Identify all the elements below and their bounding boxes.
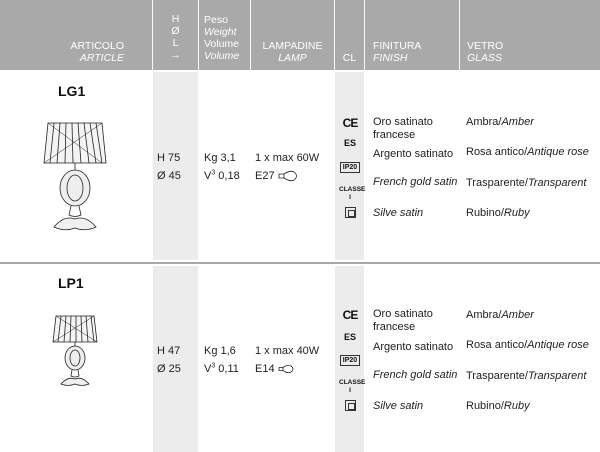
finish-item: Argento satinato — [373, 341, 454, 353]
table-header — [0, 0, 600, 70]
header-class: CL — [342, 52, 357, 64]
lamp-quantity: 1 x max 60W — [255, 152, 320, 164]
header-articolo: ARTICOLO ARTICLE — [70, 40, 124, 64]
weight-value: Kg 1,6 — [204, 345, 236, 357]
light-bulb-icon — [278, 363, 296, 375]
volume-value: $V^3$ 0,18 — [204, 169, 240, 182]
height-value: H 75 — [157, 152, 181, 164]
classe-label: CLASSE I — [339, 186, 366, 201]
header-finish: FINITURA FINISH — [373, 40, 422, 64]
header-glass: VETRO GLASS — [467, 40, 504, 64]
lamp-quantity: 1 x max 40W — [255, 345, 320, 357]
glass-item: Rosa antico/Antique rose — [466, 339, 589, 351]
volume-value: $V^3$ 0,11 — [204, 362, 239, 375]
finish-item: French gold satin — [373, 369, 458, 381]
diameter-value: Ø 45 — [157, 170, 181, 182]
diameter-value: Ø 25 — [157, 363, 181, 375]
glass-item: Rubino/Ruby — [466, 207, 530, 219]
glass-item: Ambra/Amber — [466, 309, 534, 321]
product-code: LP1 — [58, 275, 84, 291]
header-weight-volume: Peso Weight Volume Volume — [204, 14, 240, 62]
finish-item: Silve satin — [373, 207, 424, 219]
glass-item: Rosa antico/Antique rose — [466, 146, 589, 158]
glass-item: Rubino/Ruby — [466, 400, 530, 412]
double-insulation-icon — [345, 400, 356, 411]
finish-item: Argento satinato — [373, 148, 454, 160]
double-insulation-icon — [345, 207, 356, 218]
product-code: LG1 — [58, 83, 86, 99]
arrow-right-icon: → — [170, 49, 181, 61]
glass-item: Trasparente/Transparent — [466, 370, 587, 382]
ce-mark-icon: CE — [342, 116, 358, 130]
height-value: H 47 — [157, 345, 181, 357]
header-lamp: LAMPADINE LAMP — [262, 40, 323, 64]
finish-item: Oro satinato francese — [373, 116, 433, 141]
ip20-mark-icon: IP20 — [340, 162, 360, 173]
finish-item: Oro satinato francese — [373, 308, 433, 333]
classe-label: CLASSE I — [339, 379, 366, 394]
ce-mark-icon: CE — [342, 308, 358, 322]
header-dimensions: H Ø L → — [153, 0, 198, 70]
table-lamp-lg1-illustration — [40, 115, 110, 235]
es-mark-icon: ES — [343, 138, 356, 148]
lamp-socket: E14 — [255, 363, 296, 376]
ip20-mark-icon: IP20 — [340, 355, 360, 366]
glass-item: Trasparente/Transparent — [466, 177, 587, 189]
finish-item: French gold satin — [373, 176, 458, 188]
lamp-socket: E27 — [255, 170, 300, 183]
light-bulb-icon — [278, 170, 300, 182]
glass-item: Ambra/Amber — [466, 116, 534, 128]
weight-value: Kg 3,1 — [204, 152, 236, 164]
finish-item: Silve satin — [373, 400, 424, 412]
table-lamp-lp1-illustration — [50, 312, 100, 388]
es-mark-icon: ES — [343, 332, 356, 342]
